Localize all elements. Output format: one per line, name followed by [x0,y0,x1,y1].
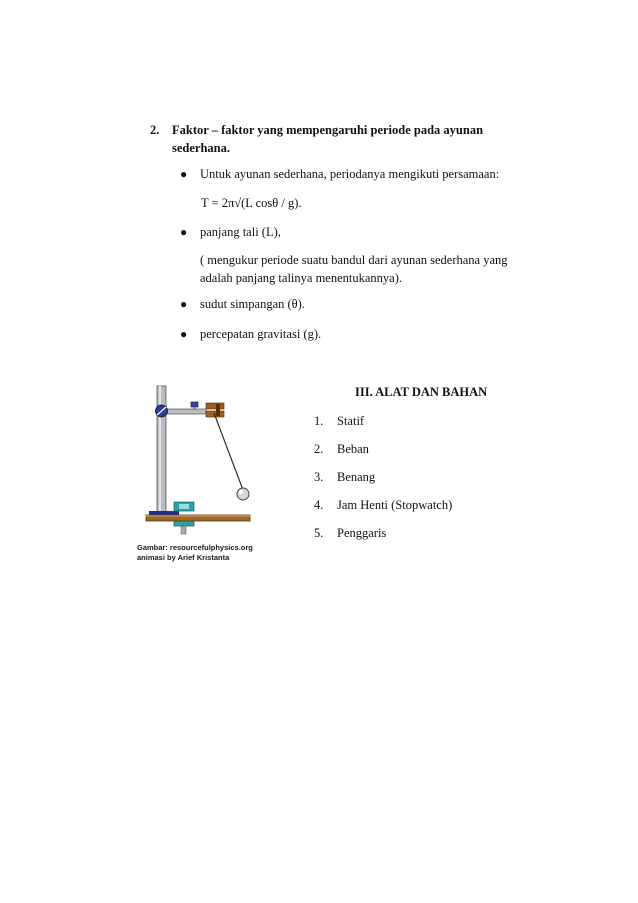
bullet-icon: ● [180,167,188,181]
bullet-text: panjang tali (L), [200,225,281,239]
list-item-number: 3. [314,470,324,484]
note-line2: adalah panjang talinya menentukannya). [200,271,403,285]
list-item: Statif [337,414,365,428]
stand-base-plate [149,511,179,515]
table-board-highlight [146,515,250,517]
figure-caption-line1: Gambar: resourcefulphysics.org [137,543,253,552]
pendulum-bob [237,488,249,500]
clamp-screw-stem [193,407,196,410]
list-item: Jam Henti (Stopwatch) [337,498,453,512]
wood-block-screw [216,404,220,416]
g-clamp-screw [181,526,186,534]
list-item: Penggaris [337,526,387,540]
section-heading: III. ALAT DAN BAHAN [355,385,488,399]
bullet-text: Untuk ayunan sederhana, periodanya mengikuti persamaan: [200,167,500,181]
note-line1: ( mengukur periode suatu bandul dari ayunan sederhana yang [200,253,508,267]
pendulum-string [214,413,243,490]
list-item-number: 5. [314,526,324,540]
bullet-icon: ● [180,297,188,311]
clamp-screw [191,402,198,407]
g-clamp-window [179,504,189,509]
section-heading-line1: Faktor – faktor yang mempengaruhi periode pada ayunan [172,123,484,137]
bullet-icon: ● [180,327,188,341]
list-item-number: 2. [314,442,324,456]
list-item: Benang [337,470,376,484]
list-item-number: 4. [314,498,324,512]
list-item-number: 1. [314,414,324,428]
bullet-text: percepatan gravitasi (g). [200,327,322,341]
bullet-icon: ● [180,225,188,239]
section-heading-line2: sederhana. [172,141,230,155]
section-number: 2. [150,123,160,137]
pendulum-apparatus-illustration [136,380,276,538]
figure-caption-line2: animasi by Arief Kristanta [137,553,230,562]
wood-block-top [206,403,224,409]
bullet-text: sudut simpangan (θ). [200,297,305,311]
pendulum-bob-highlight [239,490,243,494]
equation: T = 2π√(L cosθ / g). [201,196,302,210]
horizontal-arm [162,409,206,414]
list-item: Beban [337,442,369,456]
